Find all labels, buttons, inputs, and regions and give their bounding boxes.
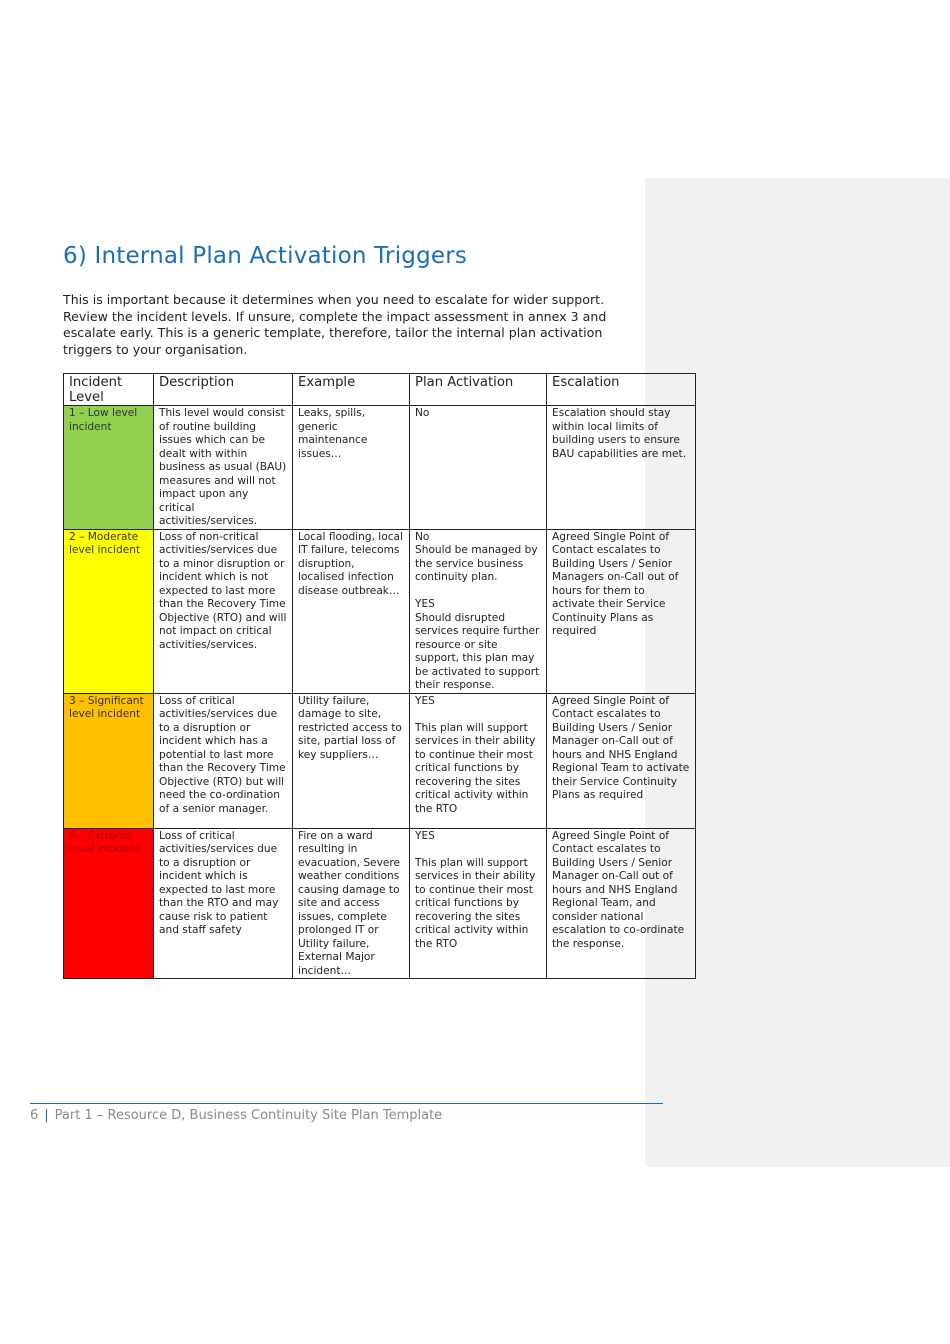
escalation-cell	[547, 406, 696, 530]
escalation-text: Agreed Single Point of Contact escalates to Building Users / Senior Managers on-Call out of hours for them to activate their Service Continuity Plans as required	[552, 530, 679, 637]
header-escalation: Escalation	[547, 374, 696, 406]
intro-paragraph: This is important because it determines when you need to escalate for wider support. Review the incident levels. If unsure, complete the impact assessment in annex 3 and escalate early. This is a generic template, therefore, tailor the internal plan activation triggers to your organisation.	[63, 292, 607, 357]
page-number: 6	[30, 1108, 39, 1123]
escalation-cell	[547, 529, 696, 693]
table-row	[64, 529, 696, 693]
table-header-row	[64, 374, 696, 406]
description-cell	[154, 406, 293, 530]
example-cell	[293, 693, 410, 828]
activation-text: YES This plan will support services in their ability to continue their most critical functions by recovering the sites critical activity within the RTO	[415, 829, 536, 950]
activation-cell	[410, 693, 547, 828]
activation-text: YES This plan will support services in their ability to continue their most critical functions by recovering the sites critical activity within the RTO	[415, 694, 536, 815]
table-row	[64, 693, 696, 828]
activation-text: No	[415, 407, 430, 419]
level-label: 2 – Moderate level incident	[69, 530, 141, 556]
example-text: Leaks, spills, generic maintenance issues…	[298, 407, 368, 460]
footer-title: Part 1 – Resource D, Business Continuity Site Plan Template	[54, 1108, 443, 1123]
example-cell	[293, 406, 410, 530]
level-cell-extreme	[64, 828, 154, 979]
description-cell	[154, 828, 293, 979]
table-row	[64, 406, 696, 530]
activation-cell	[410, 828, 547, 979]
escalation-text: Agreed Single Point of Contact escalates to Building Users / Senior Manager on-Call out of hours and NHS England Regional Team, and consider national escalation to co-ordinate the response.	[552, 829, 685, 950]
example-text: Local flooding, local IT failure, telecoms disruption, localised infection disease outbreak…	[298, 530, 403, 597]
level-cell-significant	[64, 693, 154, 828]
header-incident-level: Incident Level	[64, 374, 154, 406]
description-text: Loss of critical activities/services due to a disruption or incident which has a potential to last more than the Recovery Time Objective (RTO) but will need the co-ordination of a senior manager.	[159, 694, 286, 815]
section-heading: 6) Internal Plan Activation Triggers	[63, 243, 468, 269]
activation-text: No Should be managed by the service business continuity plan. YES Should disrupted services require further resource or site support, this plan may be activated to support their response.	[415, 530, 540, 691]
level-label: 1 – Low level incident	[69, 407, 138, 433]
description-cell	[154, 693, 293, 828]
escalation-text: Escalation should stay within local limits of building users to ensure BAU capabilities are met.	[552, 407, 687, 460]
example-cell	[293, 529, 410, 693]
level-label: 3 – Significant level incident	[69, 694, 144, 720]
escalation-cell	[547, 828, 696, 979]
level-cell-low	[64, 406, 154, 530]
example-text: Fire on a ward resulting in evacuation, Severe weather conditions causing damage to site and access issues, complete prolonged IT or Utility failure, External Major incident…	[298, 829, 401, 977]
escalation-text: Agreed Single Point of Contact escalates to Building Users / Senior Manager on-Call out of hours and NHS England Regional Team to activate their Service Continuity Plans as required	[552, 694, 690, 801]
header-example: Example	[293, 374, 410, 406]
header-description: Description	[154, 374, 293, 406]
footer-separator: |	[44, 1108, 49, 1123]
description-cell	[154, 529, 293, 693]
description-text: Loss of non-critical activities/services due to a minor disruption or incident which is not expected to last more than the Recovery Time Objective (RTO) and will not impact on critical activities/services.	[159, 530, 287, 651]
activation-cell	[410, 406, 547, 530]
header-plan-activation: Plan Activation	[410, 374, 547, 406]
page-footer	[30, 1108, 442, 1123]
description-text: Loss of critical activities/services due to a disruption or incident which is expected to last more than the RTO and may cause risk to patient and staff safety	[159, 829, 279, 936]
table-row	[64, 828, 696, 979]
footer-divider	[30, 1103, 663, 1104]
level-cell-moderate	[64, 529, 154, 693]
description-text: This level would consist of routine building issues which can be dealt with within business as usual (BAU) measures and will not impact upon any critical activities/services.	[159, 407, 287, 527]
escalation-cell	[547, 693, 696, 828]
example-text: Utility failure, damage to site, restricted access to site, partial loss of key suppliers…	[298, 694, 402, 761]
activation-cell	[410, 529, 547, 693]
activation-triggers-table	[63, 373, 696, 979]
level-label: 4 – Extreme level incident	[69, 829, 141, 855]
example-cell	[293, 828, 410, 979]
